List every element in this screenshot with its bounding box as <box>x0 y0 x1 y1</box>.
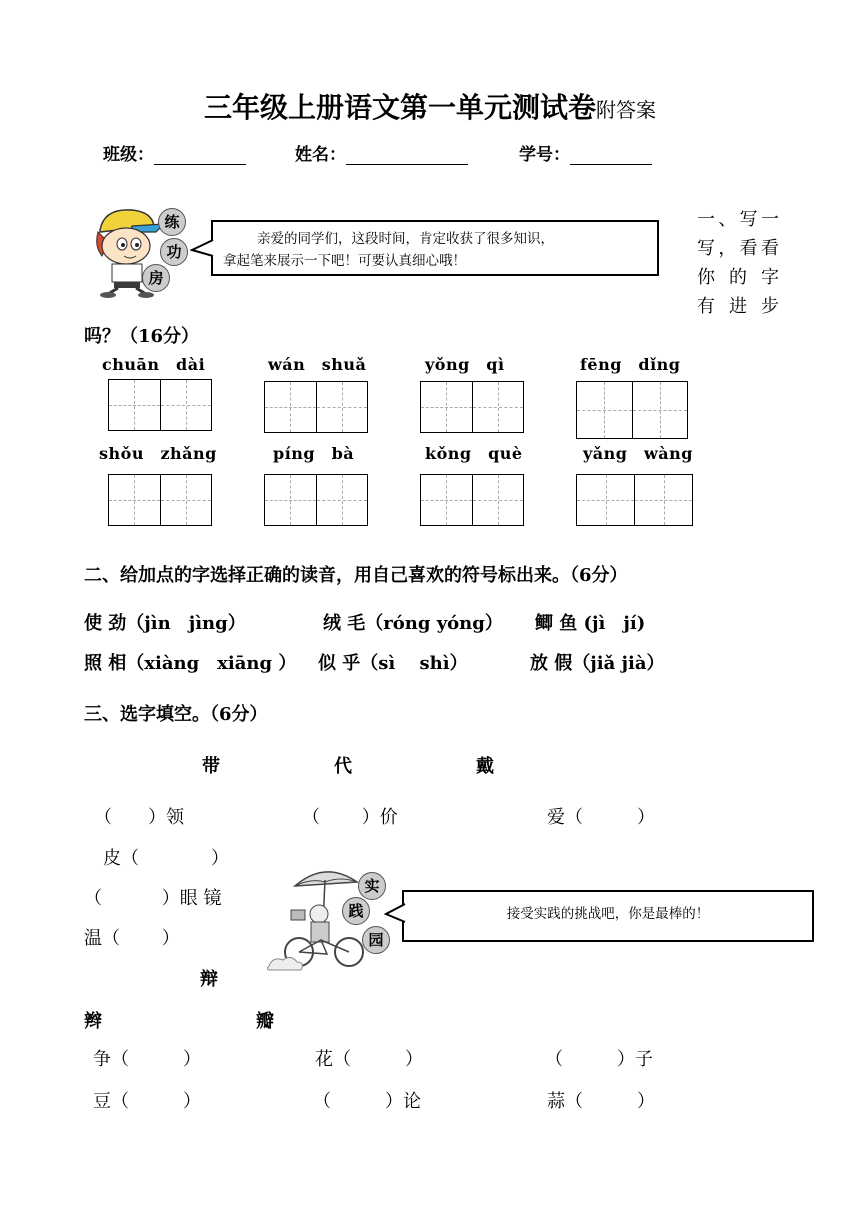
name-label: 姓名： <box>295 145 346 165</box>
q2-option[interactable]: 放 假（jiǎ jià） <box>530 653 665 674</box>
writing-grid[interactable] <box>264 474 368 526</box>
q1-side-line: 有 进 步 <box>697 296 779 317</box>
q2-option[interactable]: 使 劲（jìn jìng） <box>84 613 246 634</box>
bubble2-tail <box>384 902 406 924</box>
badge-yuan: 园 <box>362 926 390 954</box>
q1-side-line: 写，看看 <box>697 238 779 259</box>
q1-score: 吗？（16分） <box>84 326 200 347</box>
fill-blank[interactable]: 争（ ） <box>93 1049 201 1070</box>
q2-option[interactable]: 照 相（xiàng xiāng ） <box>84 653 297 674</box>
class-label: 班级： <box>103 145 154 165</box>
class-blank[interactable] <box>154 146 246 165</box>
writing-grid[interactable] <box>420 381 524 433</box>
writing-grid[interactable] <box>576 474 693 526</box>
fill-blank[interactable]: 豆（ ） <box>93 1091 201 1112</box>
writing-grid[interactable] <box>108 379 212 431</box>
page-title <box>0 86 860 126</box>
title-main: 三年级上册语文第一单元测试卷 <box>203 91 596 124</box>
badge-shi: 实 <box>358 872 386 900</box>
choice-char: 戴 <box>476 756 494 777</box>
fill-blank[interactable]: 温（ ） <box>84 928 180 949</box>
q2-option[interactable]: 似 乎（sì shì） <box>318 653 468 674</box>
choice-char: 瓣 <box>256 1011 274 1032</box>
pinyin-label: fēng dǐng <box>580 355 681 374</box>
choice-char: 辩 <box>200 969 218 990</box>
number-label: 学号： <box>519 145 570 165</box>
writing-grid[interactable] <box>108 474 212 526</box>
fill-blank[interactable]: （ ）眼 镜 <box>84 888 222 909</box>
pinyin-label: píng bà <box>273 444 355 463</box>
q2-option[interactable]: 绒 毛（róng yóng） <box>323 613 503 634</box>
speech-bubble-2 <box>402 890 814 942</box>
choice-char: 辫 <box>84 1011 102 1032</box>
number-field <box>519 140 652 165</box>
pinyin-label: yǎng wàng <box>583 444 693 463</box>
pinyin-label: yǒng qì <box>425 355 505 374</box>
q1-side-line: 一、写一 <box>697 209 779 230</box>
q1-side-line: 你 的 字 <box>697 267 779 288</box>
writing-grid[interactable] <box>264 381 368 433</box>
q1-heading <box>697 205 779 321</box>
name-blank[interactable] <box>346 146 468 165</box>
bubble1-tail <box>190 238 214 258</box>
pinyin-label: kǒng què <box>425 444 523 463</box>
fill-blank[interactable]: （ ）价 <box>302 807 398 828</box>
pinyin-label: wán shuǎ <box>268 355 367 374</box>
bubble2-text: 接受实践的挑战吧，你是最棒的！ <box>506 906 710 922</box>
speech-bubble-1 <box>211 220 659 276</box>
badge-fang: 房 <box>142 264 170 292</box>
badge-gong: 功 <box>160 238 188 266</box>
q3-heading: 三、选字填空。（6分） <box>84 704 268 725</box>
badge-lian: 练 <box>158 208 186 236</box>
fill-blank[interactable]: 爱（ ） <box>547 807 655 828</box>
writing-grid[interactable] <box>420 474 524 526</box>
title-suffix: 附答案 <box>596 98 656 122</box>
fill-blank[interactable]: 花（ ） <box>315 1049 423 1070</box>
choice-char: 带 <box>202 756 220 777</box>
writing-grid[interactable] <box>576 381 688 439</box>
class-field <box>103 140 246 165</box>
q2-option[interactable]: 鲫 鱼 (jì jí) <box>535 613 646 634</box>
fill-blank[interactable]: 蒜（ ） <box>547 1091 655 1112</box>
name-field <box>295 140 468 165</box>
fill-blank[interactable]: 皮（ ） <box>103 848 229 869</box>
fill-blank[interactable]: （ ）论 <box>313 1091 421 1112</box>
bubble1-line1: 亲爱的同学们，这段时间，肯定收获了很多知识， <box>257 231 554 247</box>
fill-blank[interactable]: （ ）领 <box>94 807 184 828</box>
choice-char: 代 <box>334 756 352 777</box>
fill-blank[interactable]: （ ）子 <box>545 1049 653 1070</box>
badge-jian: 践 <box>342 897 370 925</box>
bubble1-line2: 拿起笔来展示一下吧！可要认真细心哦！ <box>223 253 466 269</box>
number-blank[interactable] <box>570 146 652 165</box>
pinyin-label: shǒu zhǎng <box>99 444 217 463</box>
q2-heading: 二、给加点的字选择正确的读音，用自己喜欢的符号标出来。（6分） <box>84 565 628 586</box>
pinyin-label: chuān dài <box>102 355 206 374</box>
